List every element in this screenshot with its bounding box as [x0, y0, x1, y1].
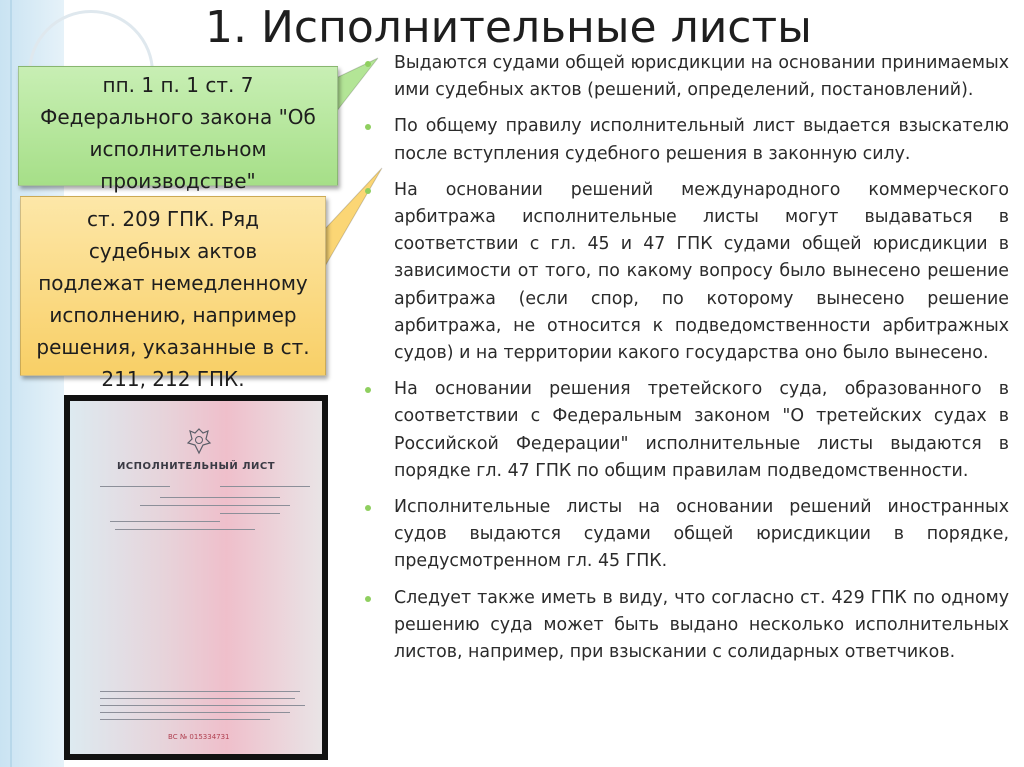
bullet-icon: [365, 188, 371, 194]
list-item: [364, 376, 1009, 485]
writ-of-execution-image: [64, 395, 328, 760]
bullet-icon: [365, 505, 371, 511]
list-item: [364, 50, 1009, 104]
list-item-text: На основании решений международного коммерческого арбитража исполнительные листы могут выдаваться в соответствии с гл. 45 и 47 ГПК судами общей юрисдикции в зависимости от того, по какому вопросу было вынесено решение арбитража (если спор, по которому вынесено решение арбитража, не относится к подведомственности арбитражных судов) и на территории какого государства оно было вынесено.: [394, 179, 1009, 364]
bullet-icon: [365, 387, 371, 393]
bullet-icon: [365, 61, 371, 67]
document-text-line: [100, 691, 300, 692]
document-text-line: [160, 497, 280, 498]
callout-line: судебных актов: [88, 239, 258, 263]
list-item: [364, 177, 1009, 367]
document-text-line: [100, 698, 295, 699]
document-serial-number: ВС № 015334731: [168, 733, 230, 741]
document-text-line: [100, 486, 170, 487]
list-item: [364, 585, 1009, 667]
coat-of-arms-icon: [186, 427, 212, 455]
list-item: [364, 113, 1009, 167]
document-text-line: [115, 529, 255, 530]
list-item: [364, 494, 1009, 576]
document-text-line: [220, 486, 310, 487]
bullet-icon: [365, 596, 371, 602]
callout-line: исполнению, например: [49, 303, 297, 327]
list-item-text: На основании решения третейского суда, образованного в соответствии с Федеральным законом "О третейских судах в Российской Федерации" исполнительные листы выдаются в порядке гл. 47 ГПК по общим правилам подведомственности.: [394, 379, 1009, 481]
document-text-line: [220, 513, 280, 514]
list-item-text: Выдаются судами общей юрисдикции на основании принимаемых ими судебных актов (решений, определений, постановлений).: [394, 53, 1009, 101]
callout-gpk-reference: [20, 196, 326, 391]
bullet-list: [364, 50, 1009, 675]
list-item-text: По общему правилу исполнительный лист выдается взыскателю после вступления судебного решения в законную силу.: [394, 116, 1009, 164]
list-item-text: Исполнительные листы на основании решений иностранных судов выдаются судами общей юрисдикции в порядке, предусмотренном гл. 45 ГПК.: [394, 497, 1009, 572]
callout-line: исполнительном: [89, 137, 267, 161]
slide-title: 1. Исполнительные листы: [205, 2, 812, 53]
callout-line: подлежат немедленному: [38, 271, 308, 295]
callout-body: [18, 66, 338, 193]
document-text-line: [100, 712, 290, 713]
document-text-line: [140, 505, 290, 506]
document-paper: [70, 401, 322, 754]
callout-law-reference: [18, 66, 338, 193]
callout-line: Федерального закона "Об: [40, 105, 316, 129]
bullet-icon: [365, 124, 371, 130]
document-text-line: [110, 521, 220, 522]
callout-line: пп. 1 п. 1 ст. 7: [102, 73, 254, 97]
callout-line: ст. 209 ГПК. Ряд: [87, 207, 259, 231]
callout-line: производстве": [100, 169, 256, 193]
list-item-text: Следует также иметь в виду, что согласно ст. 429 ГПК по одному решению суда может быть выдано несколько исполнительных листов, например, при взыскании с солидарных ответчиков.: [394, 587, 1009, 663]
document-text-line: [100, 705, 305, 706]
document-heading: ИСПОЛНИТЕЛЬНЫЙ ЛИСТ: [116, 461, 276, 472]
callout-line: решения, указанные в ст.: [36, 335, 310, 359]
callout-line: 211, 212 ГПК.: [101, 367, 245, 391]
callout-body: [20, 196, 326, 391]
document-text-line: [100, 719, 270, 720]
